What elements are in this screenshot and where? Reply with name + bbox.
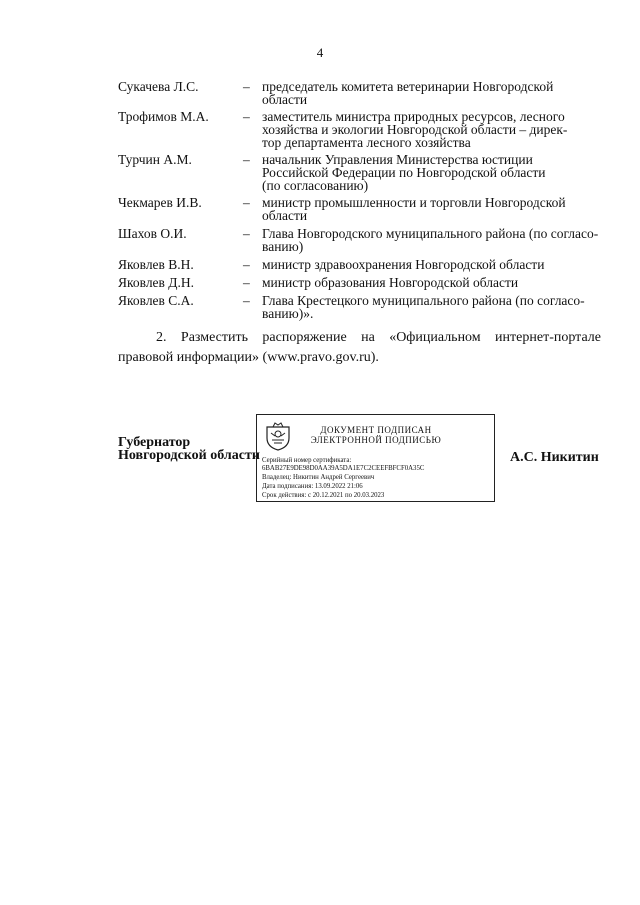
member-dash: – bbox=[243, 109, 250, 124]
stamp-title-line: ЭЛЕКТРОННОЙ ПОДПИСЬЮ bbox=[310, 435, 442, 445]
member-role bbox=[262, 110, 607, 149]
role-line: министр образования Новгородской области bbox=[262, 275, 519, 290]
member-name: Яковлев В.Н. bbox=[118, 257, 194, 272]
role-line: Российской Федерации по Новгородской области bbox=[262, 165, 546, 180]
member-name: Турчин А.М. bbox=[118, 152, 192, 167]
governor-line: Губернатор bbox=[118, 435, 191, 450]
paragraph-publish: 2. Разместить распоряжение на «Официальном интернет-портале правовой информации» (www.pravo.gov.ru). bbox=[118, 330, 601, 365]
electronic-signature-stamp bbox=[256, 414, 495, 502]
member-name: Яковлев Д.Н. bbox=[118, 275, 195, 290]
governor-title bbox=[118, 436, 260, 462]
member-dash: – bbox=[243, 152, 250, 167]
member-dash: – bbox=[243, 257, 250, 272]
role-line: тор департамента лесного хозяйства bbox=[262, 135, 471, 150]
member-dash: – bbox=[243, 79, 250, 94]
member-dash: – bbox=[243, 275, 250, 290]
member-name: Чекмарев И.В. bbox=[118, 195, 202, 210]
role-line: ванию) bbox=[262, 239, 304, 254]
member-role bbox=[262, 294, 607, 320]
role-line: министр здравоохранения Новгородской области bbox=[262, 257, 545, 272]
member-name: Трофимов М.А. bbox=[118, 109, 209, 124]
role-line: министр промышленности и торговли Новгородской bbox=[262, 195, 566, 210]
stamp-validity: Срок действия: с 20.12.2021 по 20.03.2023 bbox=[262, 492, 385, 499]
role-line: области bbox=[262, 208, 308, 223]
member-role bbox=[262, 258, 607, 271]
stamp-signed-date: Дата подписания: 13.09.2022 21:06 bbox=[262, 483, 363, 490]
role-line: Глава Новгородского муниципального района (по согласо- bbox=[262, 226, 599, 241]
member-role bbox=[262, 153, 607, 192]
member-role bbox=[262, 196, 607, 222]
role-line: области bbox=[262, 92, 308, 107]
stamp-owner: Владелец: Никитин Андрей Сергеевич bbox=[262, 474, 375, 481]
stamp-title bbox=[301, 425, 451, 445]
governor-line: Новгородской области bbox=[118, 448, 260, 463]
role-line: Глава Крестецкого муниципального района (по согласо- bbox=[262, 293, 585, 308]
role-line: ванию)». bbox=[262, 306, 314, 321]
coat-of-arms-icon bbox=[263, 421, 293, 451]
stamp-serial-label: Серийный номер сертификата: bbox=[262, 457, 352, 464]
member-name: Шахов О.И. bbox=[118, 226, 187, 241]
page-number: 4 bbox=[316, 45, 324, 60]
role-line: (по согласованию) bbox=[262, 178, 369, 193]
member-role bbox=[262, 80, 607, 106]
signer-name: А.С. Никитин bbox=[510, 450, 599, 465]
role-line: председатель комитета ветеринарии Новгородской bbox=[262, 79, 554, 94]
member-dash: – bbox=[243, 293, 250, 308]
stamp-title-line: ДОКУМЕНТ ПОДПИСАН bbox=[320, 425, 432, 435]
member-name: Сукачева Л.С. bbox=[118, 79, 199, 94]
member-name: Яковлев С.А. bbox=[118, 293, 194, 308]
role-line: заместитель министра природных ресурсов, лесного bbox=[262, 109, 565, 124]
stamp-serial: 6BAB27E9DE98D0AA39A5DA1E7C2CEEFBFCF0A35C bbox=[262, 465, 425, 472]
member-role bbox=[262, 276, 607, 289]
member-dash: – bbox=[243, 226, 250, 241]
role-line: начальник Управления Министерства юстиции bbox=[262, 152, 533, 167]
member-role bbox=[262, 227, 607, 253]
member-dash: – bbox=[243, 195, 250, 210]
role-line: хозяйства и экологии Новгородской области – дирек- bbox=[262, 122, 568, 137]
